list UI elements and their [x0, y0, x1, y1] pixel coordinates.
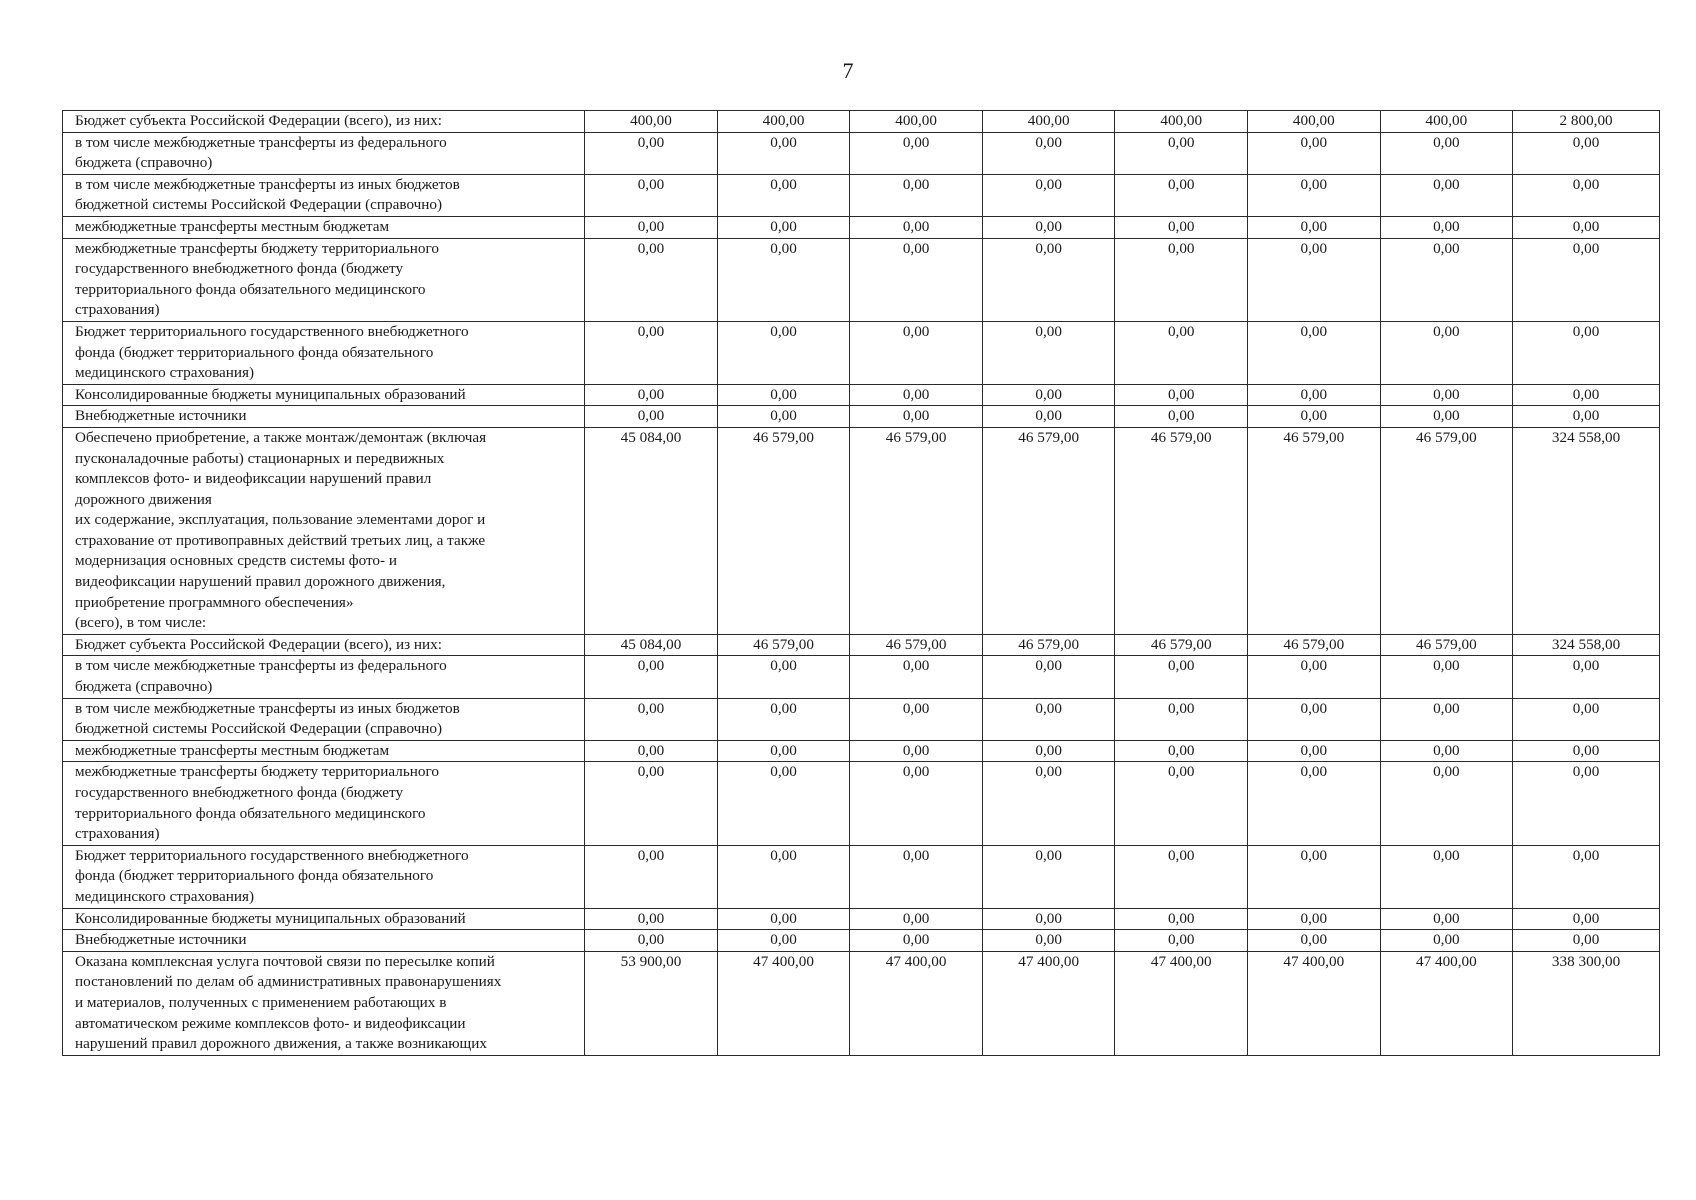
- value-cell: 0,00: [585, 656, 718, 698]
- value-cell: 0,00: [1115, 238, 1248, 321]
- value-cell: 47 400,00: [850, 951, 983, 1055]
- value-cell: 0,00: [1248, 321, 1381, 384]
- value-cell: 0,00: [1115, 656, 1248, 698]
- table-row: [63, 238, 1660, 321]
- value-cell: 0,00: [1380, 845, 1513, 908]
- value-cell: 47 400,00: [717, 951, 850, 1055]
- value-cell: 0,00: [1248, 406, 1381, 428]
- table-row: [63, 406, 1660, 428]
- value-cell: 0,00: [1248, 908, 1381, 930]
- value-cell: 400,00: [1248, 111, 1381, 133]
- value-cell: 400,00: [1380, 111, 1513, 133]
- value-cell: 47 400,00: [982, 951, 1115, 1055]
- value-cell: 0,00: [585, 238, 718, 321]
- value-cell: 46 579,00: [850, 634, 983, 656]
- value-cell: 0,00: [1115, 740, 1248, 762]
- value-cell: 46 579,00: [717, 634, 850, 656]
- total-cell: 2 800,00: [1513, 111, 1660, 133]
- row-label: межбюджетные трансферты местным бюджетам: [63, 216, 585, 238]
- total-cell: 0,00: [1513, 384, 1660, 406]
- value-cell: 0,00: [585, 930, 718, 952]
- value-cell: 0,00: [585, 384, 718, 406]
- value-cell: 0,00: [982, 132, 1115, 174]
- table-row: [63, 216, 1660, 238]
- table-row: [63, 656, 1660, 698]
- table-row: [63, 740, 1660, 762]
- value-cell: 46 579,00: [982, 634, 1115, 656]
- value-cell: 0,00: [982, 908, 1115, 930]
- value-cell: 0,00: [982, 698, 1115, 740]
- value-cell: 0,00: [1115, 762, 1248, 845]
- value-cell: 0,00: [982, 740, 1115, 762]
- page-number: 7: [842, 58, 854, 83]
- table-row: [63, 111, 1660, 133]
- value-cell: 0,00: [1115, 406, 1248, 428]
- value-cell: 0,00: [850, 406, 983, 428]
- value-cell: 0,00: [1380, 238, 1513, 321]
- value-cell: 0,00: [1115, 384, 1248, 406]
- value-cell: 0,00: [850, 321, 983, 384]
- total-cell: 0,00: [1513, 656, 1660, 698]
- value-cell: 0,00: [585, 216, 718, 238]
- value-cell: 0,00: [1380, 698, 1513, 740]
- total-cell: 0,00: [1513, 174, 1660, 216]
- value-cell: 0,00: [1115, 845, 1248, 908]
- value-cell: 0,00: [1248, 216, 1381, 238]
- value-cell: 53 900,00: [585, 951, 718, 1055]
- value-cell: 0,00: [1248, 132, 1381, 174]
- table-row: [63, 384, 1660, 406]
- value-cell: 0,00: [1380, 384, 1513, 406]
- value-cell: 0,00: [850, 238, 983, 321]
- row-label: в том числе межбюджетные трансферты из федерального бюджета (справочно): [63, 656, 585, 698]
- total-cell: 0,00: [1513, 132, 1660, 174]
- value-cell: 46 579,00: [1380, 427, 1513, 634]
- value-cell: 400,00: [717, 111, 850, 133]
- value-cell: 400,00: [850, 111, 983, 133]
- value-cell: 0,00: [717, 384, 850, 406]
- value-cell: 0,00: [850, 384, 983, 406]
- row-label: Обеспечено приобретение, а также монтаж/демонтаж (включая пусконаладочные работы) стационарных и передвижных комплексов фото- и видеофиксации нарушений правил дорожного движения их содержание, эксплуатация, пользование элементами дорог и страхование от противоправных действий третьих лиц, а также модернизация основных средств системы фото- и видеофиксации нарушений правил дорожного движения, приобретение программного обеспечения» (всего), в том числе:: [63, 427, 585, 634]
- value-cell: 0,00: [717, 845, 850, 908]
- total-cell: 0,00: [1513, 238, 1660, 321]
- value-cell: 0,00: [585, 406, 718, 428]
- value-cell: 400,00: [1115, 111, 1248, 133]
- value-cell: 0,00: [1380, 740, 1513, 762]
- row-label: Бюджет субъекта Российской Федерации (всего), из них:: [63, 111, 585, 133]
- value-cell: 0,00: [850, 698, 983, 740]
- value-cell: 0,00: [585, 132, 718, 174]
- value-cell: 47 400,00: [1380, 951, 1513, 1055]
- value-cell: 0,00: [1380, 908, 1513, 930]
- budget-table-body: [63, 111, 1660, 1056]
- total-cell: 0,00: [1513, 321, 1660, 384]
- row-label: Консолидированные бюджеты муниципальных образований: [63, 384, 585, 406]
- value-cell: 0,00: [850, 656, 983, 698]
- row-label: Консолидированные бюджеты муниципальных образований: [63, 908, 585, 930]
- value-cell: 0,00: [850, 132, 983, 174]
- value-cell: 0,00: [982, 216, 1115, 238]
- row-label: в том числе межбюджетные трансферты из федерального бюджета (справочно): [63, 132, 585, 174]
- value-cell: 0,00: [982, 384, 1115, 406]
- value-cell: 0,00: [850, 740, 983, 762]
- row-label: Внебюджетные источники: [63, 406, 585, 428]
- row-label: Оказана комплексная услуга почтовой связи по пересылке копий постановлений по делам об административных правонарушениях и материалов, полученных с применением работающих в автоматическом режиме комплексов фото- и видеофиксации нарушений правил дорожного движения, а также возникающих: [63, 951, 585, 1055]
- value-cell: 0,00: [1380, 216, 1513, 238]
- value-cell: 0,00: [717, 930, 850, 952]
- value-cell: 0,00: [1248, 762, 1381, 845]
- row-label: межбюджетные трансферты местным бюджетам: [63, 740, 585, 762]
- value-cell: 47 400,00: [1115, 951, 1248, 1055]
- value-cell: 0,00: [1380, 762, 1513, 845]
- value-cell: 0,00: [585, 174, 718, 216]
- table-row: [63, 132, 1660, 174]
- value-cell: 0,00: [1115, 174, 1248, 216]
- table-row: [63, 427, 1660, 634]
- value-cell: 0,00: [1115, 930, 1248, 952]
- value-cell: 0,00: [585, 845, 718, 908]
- value-cell: 0,00: [982, 930, 1115, 952]
- value-cell: 0,00: [717, 656, 850, 698]
- total-cell: 0,00: [1513, 930, 1660, 952]
- value-cell: 46 579,00: [717, 427, 850, 634]
- value-cell: 0,00: [1380, 174, 1513, 216]
- value-cell: 0,00: [850, 908, 983, 930]
- total-cell: 324 558,00: [1513, 634, 1660, 656]
- value-cell: 0,00: [982, 174, 1115, 216]
- value-cell: 0,00: [1115, 216, 1248, 238]
- value-cell: 0,00: [850, 930, 983, 952]
- value-cell: 0,00: [1380, 930, 1513, 952]
- value-cell: 46 579,00: [982, 427, 1115, 634]
- value-cell: 0,00: [585, 762, 718, 845]
- total-cell: 0,00: [1513, 908, 1660, 930]
- value-cell: 0,00: [1248, 238, 1381, 321]
- total-cell: 0,00: [1513, 740, 1660, 762]
- row-label: Бюджет территориального государственного внебюджетного фонда (бюджет территориального фонда обязательного медицинского страхования): [63, 321, 585, 384]
- total-cell: 338 300,00: [1513, 951, 1660, 1055]
- value-cell: 0,00: [982, 406, 1115, 428]
- value-cell: 0,00: [717, 174, 850, 216]
- value-cell: 0,00: [1248, 384, 1381, 406]
- row-label: в том числе межбюджетные трансферты из иных бюджетов бюджетной системы Российской Федерации (справочно): [63, 174, 585, 216]
- value-cell: 0,00: [1380, 656, 1513, 698]
- value-cell: 0,00: [585, 698, 718, 740]
- value-cell: 0,00: [1115, 132, 1248, 174]
- value-cell: 0,00: [850, 845, 983, 908]
- value-cell: 0,00: [585, 908, 718, 930]
- value-cell: 45 084,00: [585, 427, 718, 634]
- value-cell: 0,00: [982, 762, 1115, 845]
- row-label: в том числе межбюджетные трансферты из иных бюджетов бюджетной системы Российской Федерации (справочно): [63, 698, 585, 740]
- table-row: [63, 845, 1660, 908]
- value-cell: 0,00: [717, 321, 850, 384]
- value-cell: 0,00: [1115, 321, 1248, 384]
- value-cell: 0,00: [585, 740, 718, 762]
- value-cell: 0,00: [585, 321, 718, 384]
- value-cell: 0,00: [1248, 930, 1381, 952]
- value-cell: 0,00: [717, 406, 850, 428]
- value-cell: 0,00: [1248, 845, 1381, 908]
- value-cell: 0,00: [717, 238, 850, 321]
- row-label: Бюджет территориального государственного внебюджетного фонда (бюджет территориального фонда обязательного медицинского страхования): [63, 845, 585, 908]
- value-cell: 0,00: [1380, 406, 1513, 428]
- table-row: [63, 951, 1660, 1055]
- table-row: [63, 698, 1660, 740]
- value-cell: 0,00: [1248, 698, 1381, 740]
- total-cell: 0,00: [1513, 698, 1660, 740]
- total-cell: 0,00: [1513, 216, 1660, 238]
- value-cell: 400,00: [585, 111, 718, 133]
- row-label: Бюджет субъекта Российской Федерации (всего), из них:: [63, 634, 585, 656]
- value-cell: 400,00: [982, 111, 1115, 133]
- table-row: [63, 174, 1660, 216]
- value-cell: 0,00: [1380, 132, 1513, 174]
- value-cell: 0,00: [717, 908, 850, 930]
- table-row: [63, 762, 1660, 845]
- value-cell: 0,00: [717, 698, 850, 740]
- table-row: [63, 930, 1660, 952]
- value-cell: 46 579,00: [1248, 634, 1381, 656]
- value-cell: 46 579,00: [1248, 427, 1381, 634]
- row-label: Внебюджетные источники: [63, 930, 585, 952]
- total-cell: 0,00: [1513, 406, 1660, 428]
- value-cell: 0,00: [982, 238, 1115, 321]
- value-cell: 0,00: [982, 845, 1115, 908]
- value-cell: 46 579,00: [1115, 634, 1248, 656]
- value-cell: 0,00: [717, 216, 850, 238]
- total-cell: 0,00: [1513, 762, 1660, 845]
- value-cell: 46 579,00: [1115, 427, 1248, 634]
- value-cell: 45 084,00: [585, 634, 718, 656]
- value-cell: 46 579,00: [850, 427, 983, 634]
- value-cell: 0,00: [1248, 656, 1381, 698]
- value-cell: 0,00: [850, 174, 983, 216]
- row-label: межбюджетные трансферты бюджету территориального государственного внебюджетного фонда (бюджету территориального фонда обязательного медицинского страхования): [63, 762, 585, 845]
- total-cell: 0,00: [1513, 845, 1660, 908]
- budget-table: [62, 110, 1660, 1056]
- value-cell: 0,00: [850, 216, 983, 238]
- value-cell: 0,00: [1248, 174, 1381, 216]
- value-cell: 0,00: [1115, 698, 1248, 740]
- value-cell: 0,00: [1248, 740, 1381, 762]
- value-cell: 0,00: [1380, 321, 1513, 384]
- row-label: межбюджетные трансферты бюджету территориального государственного внебюджетного фонда (бюджету территориального фонда обязательного медицинского страхования): [63, 238, 585, 321]
- value-cell: 47 400,00: [1248, 951, 1381, 1055]
- value-cell: 0,00: [982, 321, 1115, 384]
- table-row: [63, 321, 1660, 384]
- table-row: [63, 908, 1660, 930]
- table-row: [63, 634, 1660, 656]
- value-cell: 0,00: [717, 740, 850, 762]
- value-cell: 46 579,00: [1380, 634, 1513, 656]
- value-cell: 0,00: [717, 132, 850, 174]
- total-cell: 324 558,00: [1513, 427, 1660, 634]
- value-cell: 0,00: [1115, 908, 1248, 930]
- value-cell: 0,00: [982, 656, 1115, 698]
- value-cell: 0,00: [717, 762, 850, 845]
- value-cell: 0,00: [850, 762, 983, 845]
